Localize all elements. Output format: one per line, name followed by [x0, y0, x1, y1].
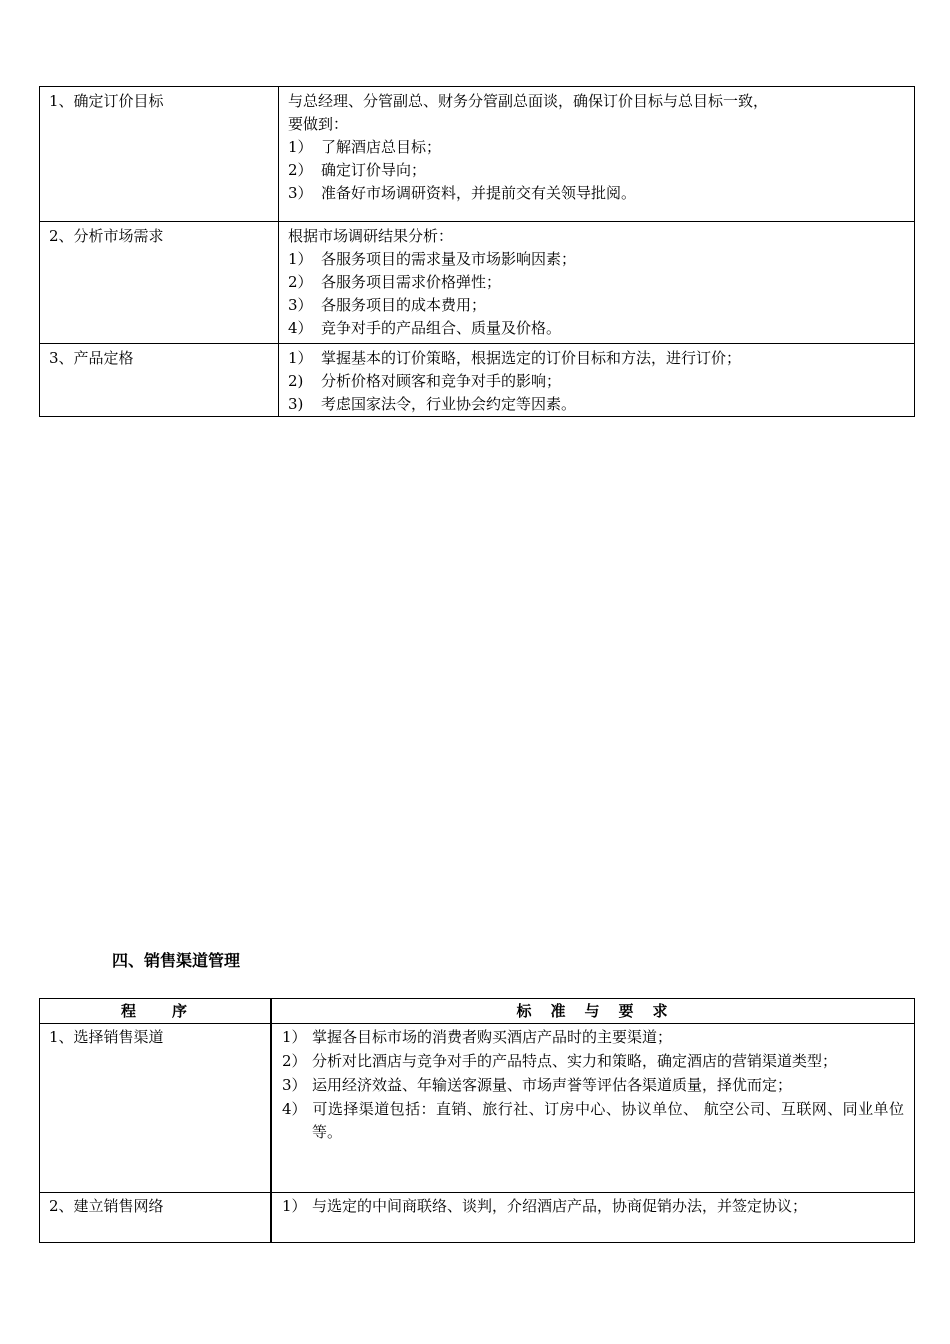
list-item: [282, 1074, 904, 1097]
list-item: [282, 1098, 904, 1144]
list-item: [288, 182, 908, 205]
requirement-text: 要做到：: [288, 115, 349, 133]
requirement-text: 根据市场调研结果分析：: [288, 227, 454, 245]
item-text: 分析价格对顾客和竞争对手的影响；: [321, 372, 562, 390]
list-item: [288, 159, 908, 182]
step-cell: 1、确定订价目标: [40, 87, 279, 222]
list-item: [288, 317, 908, 340]
column-header-requirements: 标 准 与 要 求: [271, 999, 915, 1024]
sales-channel-table: [39, 998, 915, 1243]
item-number: 1）: [288, 250, 313, 268]
item-text: 了解酒店总目标；: [321, 138, 442, 156]
item-number: 1）: [282, 1028, 307, 1046]
step-cell: 2、建立销售网络: [40, 1193, 272, 1243]
list-item: [282, 1050, 904, 1073]
list-item: [288, 294, 908, 317]
item-text: 与选定的中间商联络、谈判，介绍酒店产品，协商促销办法，并签定协议；: [312, 1197, 808, 1215]
list-item: [288, 347, 908, 370]
item-text: 分析对比酒店与竞争对手的产品特点、实力和策略，确定酒店的营销渠道类型；: [312, 1052, 838, 1070]
item-text: 各服务项目的需求量及市场影响因素；: [321, 250, 577, 268]
item-number: 2): [288, 372, 304, 390]
table-row: [40, 344, 915, 417]
item-number: 2）: [282, 1052, 307, 1070]
item-text: 掌握基本的订价策略，根据选定的订价目标和方法，进行订价；: [321, 349, 742, 367]
item-number: 1）: [282, 1197, 307, 1215]
table-header-row: [40, 999, 915, 1024]
item-text: 运用经济效益、年输送客源量、市场声誉等评估各渠道质量，择优而定；: [312, 1076, 793, 1094]
list-item: [288, 370, 908, 393]
item-text: 准备好市场调研资料，并提前交有关领导批阅。: [321, 184, 637, 202]
table-row: [40, 87, 915, 222]
table-row: [40, 1024, 915, 1193]
table-row: [40, 1193, 915, 1243]
step-cell: 3、产品定格: [40, 344, 279, 417]
requirement-cell: [279, 344, 915, 417]
column-header-procedure: 程 序: [40, 999, 272, 1024]
item-number: 2）: [288, 273, 313, 291]
item-number: 3）: [282, 1076, 307, 1094]
item-number: 1）: [288, 349, 313, 367]
list-item: [288, 271, 908, 294]
pricing-procedure-table: [39, 86, 915, 417]
item-text: 考虑国家法令，行业协会约定等因素。: [321, 395, 577, 413]
step-cell: 2、分析市场需求: [40, 222, 279, 344]
item-text: 各服务项目的成本费用；: [321, 296, 487, 314]
requirement-cell: [279, 222, 915, 344]
item-text: 确定订价导向；: [321, 161, 427, 179]
list-item: [282, 1026, 904, 1049]
list-item: [288, 393, 908, 416]
step-cell: 1、选择销售渠道: [40, 1024, 272, 1193]
item-number: 4）: [288, 319, 313, 337]
item-number: 3): [288, 395, 304, 413]
table-row: [40, 222, 915, 344]
item-text: 可选择渠道包括：直销、旅行社、订房中心、协议单位、 航空公司、互联网、同业单位等。: [312, 1100, 904, 1141]
requirement-cell: [271, 1193, 915, 1243]
item-number: 3）: [288, 296, 313, 314]
item-text: 各服务项目需求价格弹性；: [321, 273, 502, 291]
item-number: 4）: [282, 1100, 307, 1118]
requirement-text: 与总经理、分管副总、财务分管副总面谈，确保订价目标与总目标一致，: [288, 92, 769, 110]
item-text: 竞争对手的产品组合、质量及价格。: [321, 319, 562, 337]
list-item: [288, 248, 908, 271]
item-number: 2）: [288, 161, 313, 179]
list-item: [282, 1195, 904, 1218]
requirement-cell: [271, 1024, 915, 1193]
item-number: 1）: [288, 138, 313, 156]
item-text: 掌握各目标市场的消费者购买酒店产品时的主要渠道；: [312, 1028, 673, 1046]
list-item: [288, 136, 908, 159]
section-heading: 四、销售渠道管理: [112, 951, 241, 970]
item-number: 3）: [288, 184, 313, 202]
requirement-cell: [279, 87, 915, 222]
